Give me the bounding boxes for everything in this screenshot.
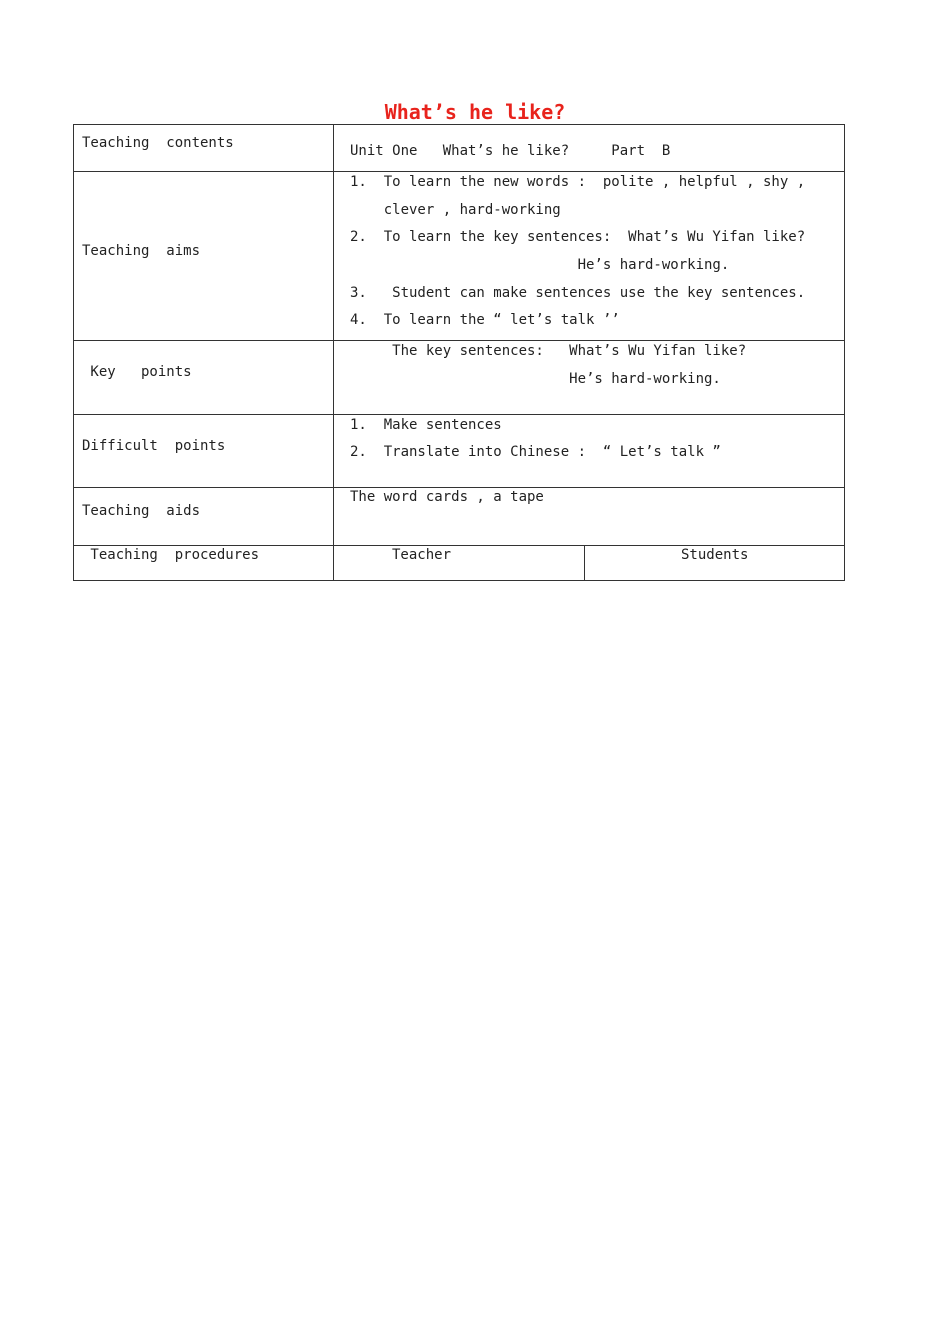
page-title: What’s he like? (384, 100, 566, 124)
key-points-line: He’s hard-working. (350, 371, 721, 387)
teaching-aids-value: The word cards , a tape (350, 489, 544, 505)
teaching-procedures-label: Teaching procedures (82, 547, 260, 563)
teacher-column-header: Teacher (392, 547, 452, 563)
teaching-contents-value: Unit One What’s he like? Part B (350, 143, 671, 159)
aims-line: He’s hard-working. (350, 257, 730, 273)
students-column-header: Students (681, 547, 749, 563)
aims-line: 1. To learn the new words : polite , helpful , shy , (350, 174, 806, 190)
teaching-aids-label: Teaching aids (82, 503, 201, 519)
aims-line: 3. Student can make sentences use the key sentences. (350, 285, 806, 301)
teaching-contents-label: Teaching contents (82, 135, 234, 151)
teaching-aims-label: Teaching aims (82, 243, 201, 259)
column-divider (333, 125, 334, 580)
difficult-points-line: 1. Make sentences (350, 417, 502, 433)
difficult-points-line: 2. Translate into Chinese : “ Let’s talk ” (350, 444, 721, 460)
aims-line: 4. To learn the “ let’s talk ’’ (350, 312, 620, 328)
aims-line: 2. To learn the key sentences: What’s Wu Yifan like? (350, 229, 806, 245)
key-points-label: Key points (82, 364, 192, 380)
aims-line: clever , hard-working (350, 202, 561, 218)
lesson-plan-table (73, 124, 845, 581)
key-points-line: The key sentences: What’s Wu Yifan like? (350, 343, 747, 359)
column-divider (584, 545, 585, 581)
difficult-points-label: Difficult points (82, 438, 226, 454)
